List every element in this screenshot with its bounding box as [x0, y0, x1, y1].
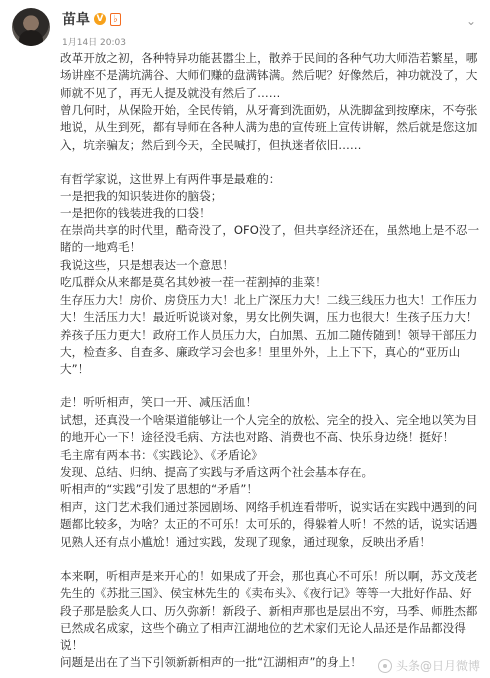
post-paragraph: 我说这些，只是想表达一个意思！ — [60, 258, 234, 272]
watermark-text: 头条@日月微博 — [395, 659, 480, 673]
weibo-logo-icon — [378, 659, 392, 673]
post-paragraph: 生存压力大！房价、房贷压力大！北上广深压力大！二线三线压力也大！工作压力大！生活压力大！最近听说谈对象，男女比例失调，压力也很大！生孩子压力大！养孩子压力更大！政府工作人员压力大，白加黑、五加二随传随到！领导干部压力大，检查多、自查多、廉政学习会也多！里里外外，上上下下，真心的“亚历山大”！ — [60, 293, 478, 377]
avatar[interactable] — [12, 8, 50, 46]
post-paragraph: 相声，这门艺术我们通过茶园剧场、网络手机连看带听，说实话在实践中遇到的问题都比较多，为啥？太正的不可乐！太可乐的，得躲着人听！不然的话，说实话遇见熟人还有点小尴尬！通过实践，发现了现象，通过现象，反映出矛盾！ — [60, 500, 478, 549]
post-paragraph: 一是把你的钱装进我的口袋！ — [60, 206, 211, 220]
post-paragraph: 毛主席有两本书：《实践论》、《矛盾论》 — [60, 448, 263, 462]
verified-icon: V — [94, 13, 106, 25]
post-paragraph: 问题是出在了当下引领新新相声的一批“江湖相声”的身上！ — [60, 655, 362, 669]
post-paragraph: 听相声的“实践”引发了思想的“矛盾”！ — [60, 482, 258, 496]
post-paragraph: 试想，还真没一个啥渠道能够让一个人完全的放松、完全的投入、完全地以笑为目的地开心一下！途径没毛病、方法也对路、消费也不高、快乐身边绕！挺好！ — [60, 413, 478, 445]
post-paragraph: 有哲学家说，这世界上有两件事是最难的： — [60, 172, 281, 186]
post-paragraph: 本来啊，听相声是来开心的！如果成了开会，那也真心不可乐！所以啊，苏文茂老先生的《苏批三国》、侯宝林先生的《卖布头》、《夜行记》等等一大批好作品、好段子那是脍炙人口、历久弥新！新段子、新相声那也是层出不穷，马季、师胜杰都已然成名成家，这些个确立了相声江湖地位的艺术家们无论人品还是作品都没得说！ — [60, 569, 478, 653]
post-paragraph: 改革开放之初，各种特异功能甚嚣尘上，散养于民间的各种气功大师浩若繁星，哪场讲座不是满坑满谷、大师们赚的盘满钵满。然后呢？好像然后，神功就没了，大师就不见了，再无人提及就没有然后了…… — [60, 51, 478, 100]
post-paragraph: 曾几何时，从保险开始，全民传销，从牙膏到洗面奶，从洗脚盆到按摩床，不夸张地说，从生到死，都有导师在各种人满为患的宣传班上宣传讲解，然后就是您这加入，坑亲骗友；然后到今天，全民喊打，但执迷者依旧…… — [60, 103, 478, 152]
post-paragraph: 一是把我的知识装进你的脑袋； — [60, 189, 223, 203]
watermark — [378, 657, 480, 674]
user-name-row — [62, 9, 121, 29]
level-badge: ♭ — [110, 13, 121, 26]
post-paragraph: 发现、总结、归纳、提高了实践与矛盾这两个社会基本存在。 — [60, 465, 374, 479]
post-paragraph: 走！听听相声，笑口一开、减压活血！ — [60, 395, 258, 409]
user-name[interactable]: 苗阜 — [62, 12, 90, 28]
post-timestamp[interactable]: 1月14日 20:03 — [62, 38, 126, 48]
chevron-down-icon[interactable]: ⌄ — [465, 14, 476, 28]
post-header — [0, 0, 490, 56]
post-paragraph: 吃瓜群众从来都是莫名其妙被一茬一茬割掉的韭菜！ — [60, 275, 327, 289]
post-paragraph: 在崇尚共享的时代里，酷奇没了，OFO没了，但共享经济还在，虽然地上是不忍一睹的一地鸡毛！ — [60, 223, 480, 255]
